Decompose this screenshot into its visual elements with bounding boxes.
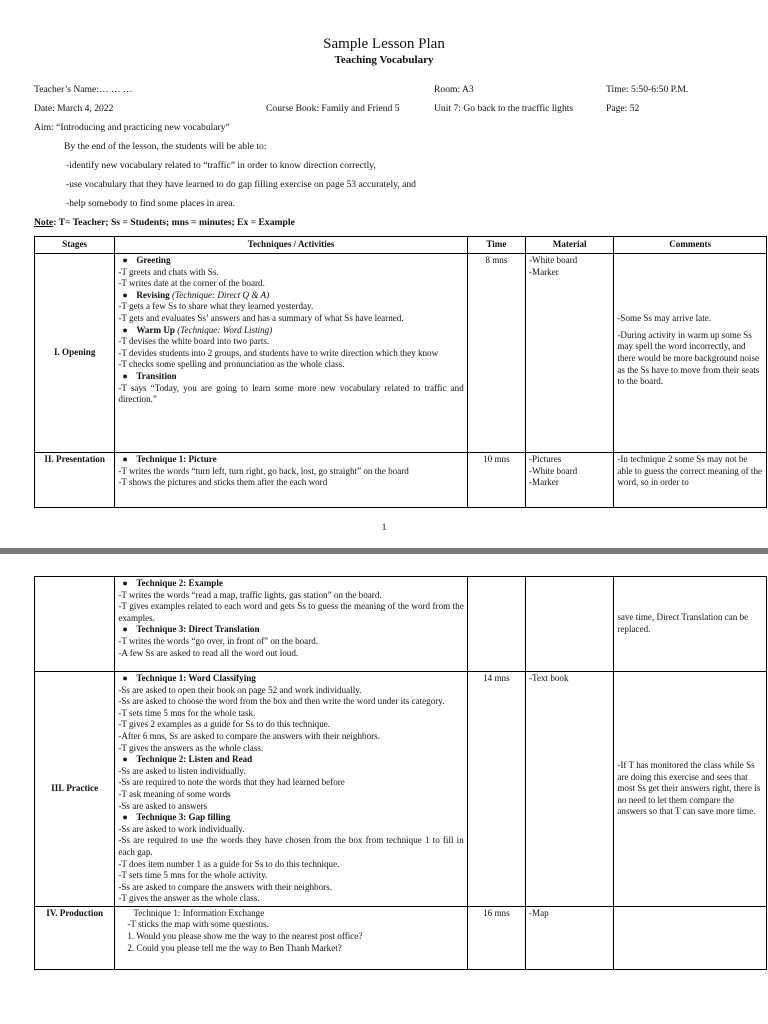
activities-cell xyxy=(115,906,467,969)
activity-line: -Ss are asked to choose the word from the box and then write the word under its category. xyxy=(118,696,445,707)
time-cell: 16 mns xyxy=(467,906,525,969)
material-cell xyxy=(526,453,614,508)
technique-heading: Technique 1: Word Classifying xyxy=(136,673,256,683)
activity-line: -T writes the words “go over, in front of” on the board. xyxy=(118,635,319,646)
material-item: -Marker xyxy=(529,266,559,277)
activity-line: -A few Ss are asked to read all the word out loud. xyxy=(118,647,299,658)
comments-cell xyxy=(614,254,767,453)
column-header: Techniques / Activities xyxy=(115,237,467,254)
technique-heading: Transition xyxy=(136,370,177,381)
activity-line: -T writes the words “read a map, traffic lights, gas station” on the board. xyxy=(118,589,382,600)
activity-line: -T devises the white board into two parts. xyxy=(118,336,270,347)
activity-line: -Ss are required to note the words that they had learned before xyxy=(118,777,345,788)
note-text: : T= Teacher; Ss = Students; mns = minutes; Ex = Example xyxy=(53,217,295,228)
material-item: -White board xyxy=(529,255,578,265)
page-ref: Page: 52 xyxy=(606,103,640,114)
comments-cell: save time, Direct Translation can be replaced. xyxy=(614,577,767,672)
objective-item: -use vocabulary that they have learned to do gap filling exercise on page 53 accurately, and xyxy=(66,179,416,190)
activity-line: -T ask meaning of some words xyxy=(118,788,231,799)
material-cell: -Text book xyxy=(526,672,614,907)
technique-heading: Revising xyxy=(136,289,170,300)
activity-line: -T gets and evaluates Ss’ answers and has a summary of what Ss have learned. xyxy=(118,312,404,323)
activity-line: -T writes date at the corner of the board. xyxy=(118,278,265,289)
technique-heading: Technique 3: Gap filling xyxy=(136,812,231,823)
lesson-table-continued xyxy=(34,576,767,970)
material-cell: -Map xyxy=(526,906,614,969)
technique-subtitle: (Technique: Direct Q & A) xyxy=(171,289,270,300)
table-row-presentation xyxy=(35,453,767,508)
objective-item: -identify new vocabulary related to “traffic” in order to know direction correctly, xyxy=(66,160,376,171)
activity-line: -Ss are required to use the words they have chosen from the box from technique 1 to fill in each gap. xyxy=(118,835,464,857)
activity-line: -After 6 mns, Ss are asked to compare the answers with their neighbors. xyxy=(118,730,380,741)
activity-line: -T sets time 5 mns for the whole activity. xyxy=(118,870,268,881)
activity-line: -T writes the words “turn left, turn right, go back, lost, go straight” on the board xyxy=(118,465,409,476)
material-cell xyxy=(526,577,614,672)
class-time: Time: 5:50-6:50 P.M. xyxy=(606,84,689,95)
material-cell xyxy=(526,254,614,453)
stage-cell: III. Practice xyxy=(35,672,115,907)
activities-cell: ● Technique 1: Picture -T writes the words “turn left, turn right, go back, lost, go straight” on the board -T shows the pictures and sticks them after the each word xyxy=(115,453,467,508)
activity-line: -T greets and chats with Ss. xyxy=(118,266,219,277)
activity-line: Technique 1: Information Exchange xyxy=(133,907,265,918)
technique-subtitle: (Technique: Word Listing) xyxy=(177,324,273,335)
activity-line: -Ss are asked to open their book on page 52 and work individually. xyxy=(118,684,362,695)
comment-text: -Some Ss may arrive late. xyxy=(617,313,712,324)
technique-heading: Technique 1: Picture xyxy=(136,454,217,464)
objective-item: -help somebody to find some places in area. xyxy=(66,198,235,209)
comments-cell: -In technique 2 some Ss may not be able to guess the correct meaning of the word, so in order to xyxy=(614,453,767,508)
activity-line: 1. Would you please show me the way to the nearest post office? xyxy=(127,931,363,942)
aim: Aim: “Introducing and practicing new vocabulary” xyxy=(34,122,230,133)
stage-cell: I. Opening xyxy=(35,254,115,453)
activity-line: -T devides students into 2 groups, and students have to write direction which they know xyxy=(118,347,439,358)
activity-line: -T gives 2 examples as a guide for Ss to do this technique. xyxy=(118,719,331,730)
time-cell: 14 mns xyxy=(467,672,525,907)
column-header: Time xyxy=(467,237,525,254)
activity-line: -Ss are asked to work individually. xyxy=(118,823,245,834)
stage-cell: IV. Production xyxy=(35,906,115,969)
time-cell xyxy=(467,577,525,672)
stage-cell: II. Presentation xyxy=(35,453,115,508)
technique-heading: Warm Up xyxy=(136,324,175,335)
activity-line: -Ss are asked to answers xyxy=(118,800,208,811)
technique-heading: Greeting xyxy=(136,255,171,265)
material-item: -White board xyxy=(529,465,578,476)
activity-line: -T gets a few Ss to share what they learned yesterday. xyxy=(118,301,314,312)
table-row-practice xyxy=(35,672,767,907)
time-cell: 8 mns xyxy=(467,254,525,453)
activity-line: -T gives the answer as the whole class. xyxy=(118,893,260,904)
activity-line: -T gives examples related to each word and gets Ss to guess the meaning of the word from the examples. xyxy=(118,601,464,623)
table-row-presentation-continued xyxy=(35,577,767,672)
room: Room: A3 xyxy=(434,84,474,95)
activities-cell: ● Technique 1: Word Classifying -Ss are asked to open their book on page 52 and work individually. -Ss are asked to choose the word from the box and then write the word under its category. -T sets time 5 mns for the whole task. -T gives 2 examples as a guide for Ss to do this technique. -After 6 mns, Ss are asked to compare the answers with their neighbors. -T gives the answers as the whole class. ● Technique 2: Listen and Read -Ss are asked to listen individually. -Ss are required to note the words that they had learned before -T ask meaning of some words -Ss are asked to answers ● Technique 3: Gap filling -Ss are asked to work individually. -Ss are required to use the words they have chosen from the box from technique 1 to fill in each gap. -T does item number 1 as a guide for Ss to do this technique. -T sets time 5 mns for the whole activity. -Ss are asked to compare the answers with their neighbors. -T gives the answer as the whole class. xyxy=(115,672,467,907)
activities-cell: ● Technique 2: Example -T writes the words “read a map, traffic lights, gas station” on the board. -T gives examples related to each word and gets Ss to guess the meaning of the word from the examples. ● Technique 3: Direct Translation -T writes the words “go over, in front of” on the board. -A few Ss are asked to read all the word out loud. xyxy=(115,577,467,672)
technique-heading: Technique 2: Listen and Read xyxy=(136,754,253,765)
activity-line: -Ss are asked to compare the answers with their neighbors. xyxy=(118,881,332,892)
activity-line: -T checks some spelling and pronunciation as the whole class. xyxy=(118,359,345,370)
table-row-opening xyxy=(35,254,767,453)
table-row-production xyxy=(35,906,767,969)
comments-cell: -If T has monitored the class while Ss are doing this exercise and sees that most Ss get their answers right, there is no need to let them compare the answers so that T can save more time. xyxy=(614,672,767,907)
stage-cell xyxy=(35,577,115,672)
technique-heading: Technique 2: Example xyxy=(136,578,223,588)
activity-line: -T gives the answers as the whole class. xyxy=(118,742,264,753)
abbreviation-note xyxy=(34,217,295,229)
time-cell: 10 mns xyxy=(467,453,525,508)
activity-line: -T does item number 1 as a guide for Ss to do this technique. xyxy=(118,858,340,869)
note-label: Note xyxy=(34,217,54,228)
course-book: Course Book: Family and Friend 5 xyxy=(266,103,400,114)
comments-cell xyxy=(614,906,767,969)
column-header: Stages xyxy=(35,237,115,254)
column-header: Comments xyxy=(614,237,767,254)
activity-line: 2. Could you please tell me the way to Ben Thanh Market? xyxy=(127,942,342,953)
activity-line: -T shows the pictures and sticks them after the each word xyxy=(118,477,328,488)
activity-line: -Ss are asked to listen individually. xyxy=(118,765,246,776)
activity-line: -T sets time 5 mns for the whole task. xyxy=(118,707,256,718)
document-title: Sample Lesson Plan xyxy=(323,36,445,52)
objectives-intro: By the end of the lesson, the students will be able to: xyxy=(64,141,267,152)
activity-line: -T sticks the map with some questions. xyxy=(127,919,269,930)
comment-text: -During activity in warm up some Ss may spell the word incorrectly, and there would be more background noise as the Ss have to move from their seats to the board. xyxy=(617,329,760,387)
page-number: 1 xyxy=(381,522,387,533)
lesson-date: Date: March 4, 2022 xyxy=(34,103,114,114)
activity-line: -T says “Today, you are going to learn some more new vocabulary related to traffic and direction.” xyxy=(118,382,464,405)
material-item: -Pictures xyxy=(529,454,562,464)
document-page-2 xyxy=(0,554,768,1024)
material-item: -Marker xyxy=(529,477,559,488)
activities-cell: ● Greeting -T greets and chats with Ss. -T writes date at the corner of the board. ● Revising (Technique: Direct Q & A) -T gets a few Ss to share what they learned yesterday. -T gets and evaluates Ss’ answers and has a summary of what Ss have learned. ● Warm Up (Technique: Word Listing) -T devises the white board into two parts. -T devides students into 2 groups, and students have to write direction which they know -T checks some spelling and pronunciation as the whole class. ● Transition -T says “Today, you are going to learn some more new vocabulary related to traffic and direction.” xyxy=(115,254,467,453)
teacher-name: Teacher’s Name:… … … xyxy=(34,84,133,95)
technique-heading: Technique 3: Direct Translation xyxy=(136,624,260,635)
document-subtitle: Teaching Vocabulary xyxy=(334,54,434,66)
table-header-row xyxy=(35,237,767,254)
unit: Unit 7: Go back to the tracffic lights xyxy=(434,103,574,114)
column-header: Material xyxy=(526,237,614,254)
lesson-table xyxy=(34,236,767,508)
